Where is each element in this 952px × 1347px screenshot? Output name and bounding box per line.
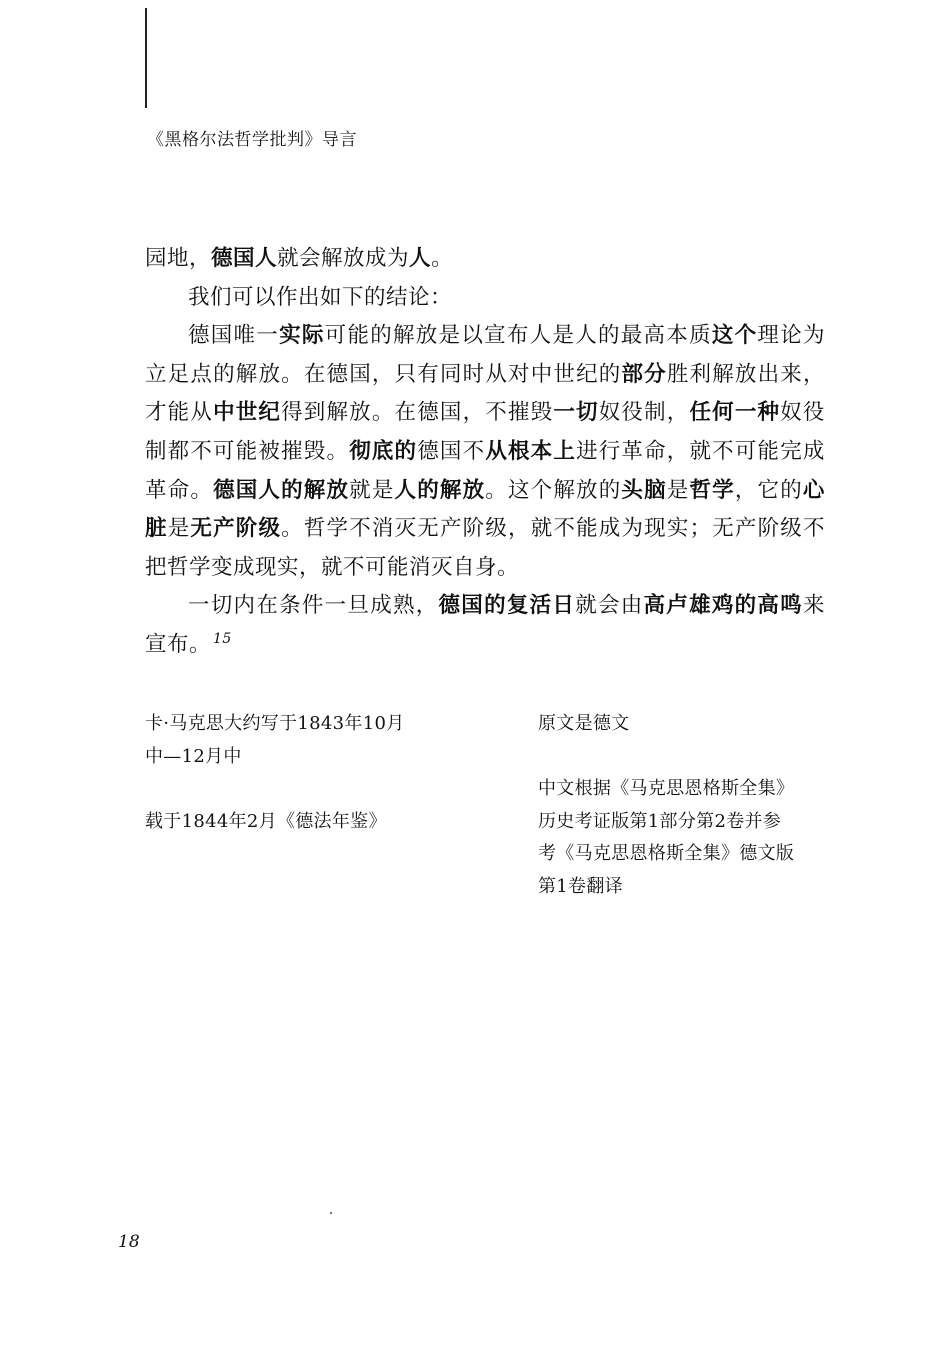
text-run: 德国唯一 (188, 323, 280, 349)
text-run: 就会解放成为 (277, 246, 410, 271)
paragraph (145, 587, 825, 664)
emphasis-text: 人的解放 (394, 477, 486, 503)
emphasis-text: 一切 (553, 400, 599, 426)
footnote-marker[interactable]: 15 (213, 630, 232, 647)
text-run: 胜利解放出来，才能从 (145, 361, 825, 426)
text-run: 就是 (349, 477, 395, 503)
emphasis-text: 心脏 (145, 477, 825, 542)
text-run: 园地， (145, 246, 212, 271)
publication-line: 载于1844年2月《德法年鉴》 (145, 811, 387, 832)
translation-line: 历史考证版第1部分第2卷并参 (538, 810, 782, 832)
emphasis-text: 任何一种 (689, 400, 781, 426)
text-run: 。哲学不消灭无产阶级，就不能成为现实；无产阶级不把哲学变成现实，就不可能消灭自身。 (145, 516, 825, 580)
text-run: ，它的 (734, 477, 803, 503)
text-run: 就会由 (575, 593, 644, 619)
translation-line: 中文根据《马克思恩格斯全集》 (538, 778, 795, 799)
text-run: 奴役制都不可能被摧毁。 (145, 400, 825, 464)
emphasis-text: 从根本上 (485, 438, 577, 464)
body-text (145, 240, 825, 665)
text-run: 是 (167, 516, 191, 542)
text-run: 是 (666, 477, 690, 503)
text-run: 可能的解放是以宣布人是人的最高本质 (324, 323, 712, 349)
translation-source (538, 773, 794, 903)
translation-line: 第1卷翻译 (538, 875, 623, 897)
publication-info (145, 806, 387, 839)
text-run: 。 (431, 246, 454, 271)
emphasis-text: 人 (409, 246, 432, 271)
text-run: 一切内在条件一旦成熟， (188, 593, 439, 619)
emphasis-text: 德国人 (211, 246, 278, 271)
writing-date-line: 中—12月中 (145, 745, 242, 767)
original-language (538, 708, 630, 741)
text-run: 得到解放。在德国，不摧毁 (281, 400, 554, 426)
emphasis-text: 中世纪 (213, 400, 282, 426)
running-head: 《黑格尔法哲学批判》导言 (147, 130, 357, 150)
text-run: 我们可以作出如下的结论： (188, 284, 453, 310)
text-run: 来宣布。 (145, 593, 825, 657)
text-run: 奴役制， (598, 400, 690, 426)
emphasis-text: 这个 (711, 323, 758, 349)
speck (330, 1212, 332, 1214)
text-run: 进行革命，就不可能完成革命。 (145, 438, 825, 503)
emphasis-text: 德国人的解放 (213, 477, 350, 503)
text-run: 。这个解放的 (485, 477, 622, 503)
translation-line: 考《马克思恩格斯全集》德文版 (538, 843, 795, 864)
emphasis-text: 无产阶级 (190, 516, 282, 542)
paragraph (145, 317, 825, 587)
writing-date (145, 708, 405, 773)
page-number: 18 (118, 1232, 140, 1252)
emphasis-text: 德国的复活日 (438, 593, 576, 619)
writing-date-line: 卡·马克思大约写于1843年10月 (145, 713, 405, 734)
emphasis-text: 实际 (279, 323, 325, 349)
paragraph (145, 240, 825, 279)
text-run: 理论为立足点的解放。在德国，只有同时从对中世纪的 (145, 323, 825, 387)
emphasis-text: 部分 (621, 361, 667, 387)
original-language-line: 原文是德文 (538, 713, 630, 734)
text-run: 德国不 (417, 438, 486, 464)
emphasis-text: 头脑 (621, 477, 667, 503)
emphasis-text: 高卢雄鸡的高鸣 (643, 593, 803, 619)
margin-rule (145, 8, 147, 108)
emphasis-text: 彻底的 (349, 438, 418, 464)
paragraph (145, 279, 825, 318)
emphasis-text: 哲学 (689, 477, 735, 503)
